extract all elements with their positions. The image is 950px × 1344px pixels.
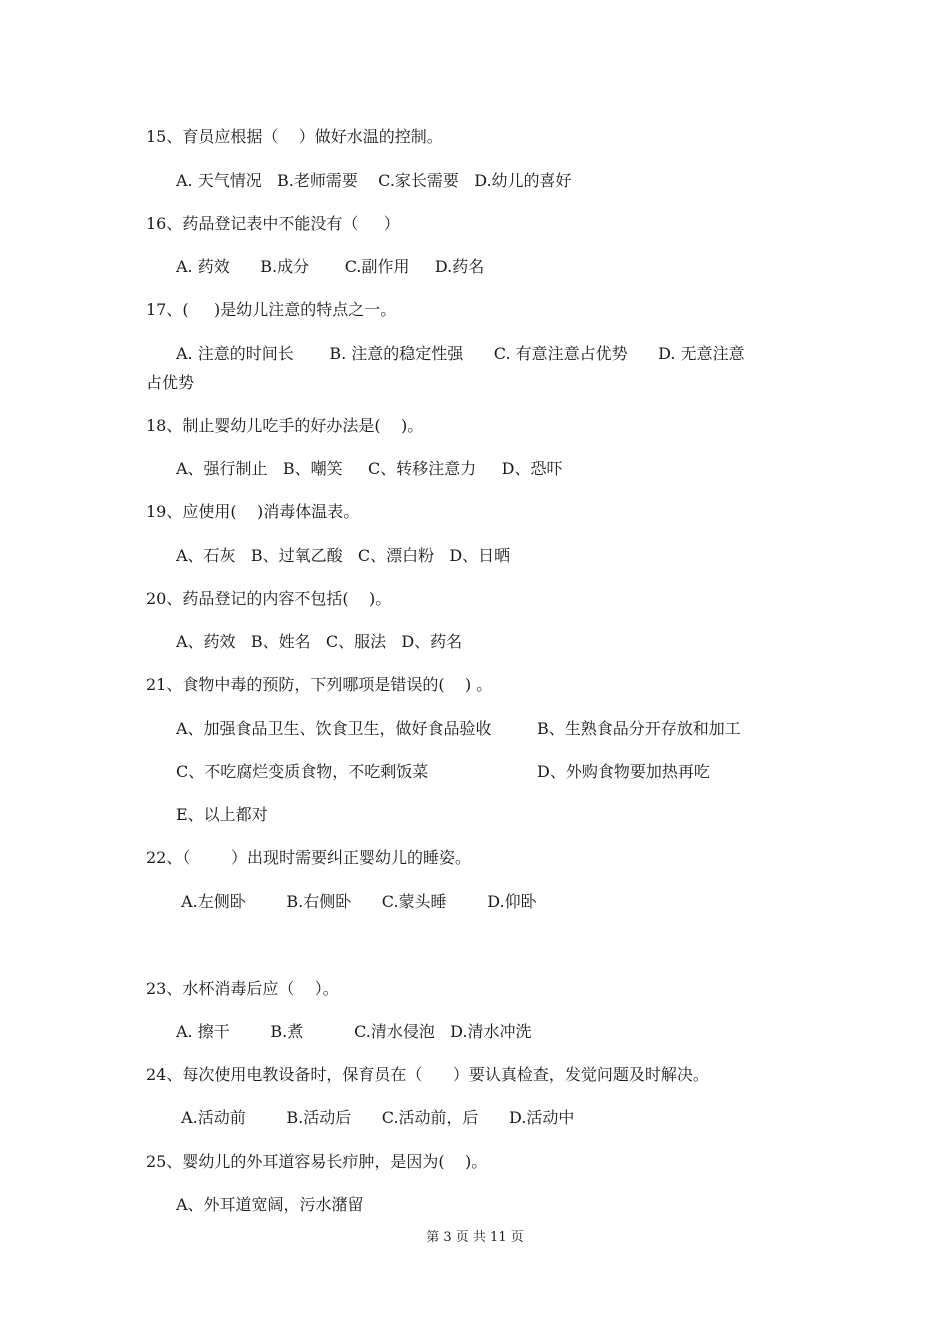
question-24: 24、每次使用电教设备时，保育员在（ ）要认真检查，发觉问题及时解决。: [146, 1065, 709, 1084]
question-18: 18、制止婴幼儿吃手的好办法是( )。: [146, 416, 424, 435]
options-20: A、药效 B、姓名 C、服法 D、药名: [176, 632, 463, 651]
page-number-footer: 第 3 页 共 11 页: [426, 1230, 524, 1245]
question-19: 19、应使用( )消毒体温表。: [146, 502, 360, 521]
options-17: A. 注意的时间长 B. 注意的稳定性强 C. 有意注意占优势 D. 无意注意: [176, 344, 745, 363]
options-24: A.活动前 B.活动后 C.活动前，后 D.活动中: [176, 1108, 575, 1127]
options-18: A、强行制止 B、嘲笑 C、转移注意力 D、恐吓: [176, 459, 563, 478]
question-21: 21、食物中毒的预防，下列哪项是错误的( ) 。: [146, 675, 493, 694]
question-15: 15、育员应根据（ ）做好水温的控制。: [146, 127, 443, 146]
options-23: A. 擦干 B.煮 C.清水侵泡 D.清水冲洗: [176, 1022, 532, 1041]
question-17: 17、( )是幼儿注意的特点之一。: [146, 300, 397, 319]
options-22: A.左侧卧 B.右侧卧 C.蒙头睡 D.仰卧: [176, 892, 537, 911]
options-19: A、石灰 B、过氧乙酸 C、漂白粉 D、日晒: [176, 546, 511, 565]
question-22: 22、（ ）出现时需要纠正婴幼儿的睡姿。: [146, 848, 472, 867]
question-23: 23、水杯消毒后应（ ）。: [146, 979, 339, 998]
options-16: A. 药效 B.成分 C.副作用 D.药名: [176, 257, 485, 276]
question-20: 20、药品登记的内容不包括( )。: [146, 589, 392, 608]
options-25: A、外耳道宽阔，污水潴留: [176, 1195, 364, 1214]
question-16: 16、药品登记表中不能没有（ ）: [146, 214, 400, 233]
options-15: A. 天气情况 B.老师需要 C.家长需要 D.幼儿的喜好: [176, 171, 572, 190]
options-21-a: A、加强食品卫生、饮食卫生，做好食品验收: [176, 719, 492, 738]
options-21-e: E、以上都对: [176, 805, 268, 824]
options-17-cont: 占优势: [146, 373, 195, 392]
question-25: 25、婴幼儿的外耳道容易长疖肿，是因为( )。: [146, 1152, 488, 1171]
options-21-b: B、生熟食品分开存放和加工: [537, 719, 741, 738]
options-21-c: C、不吃腐烂变质食物，不吃剩饭菜: [176, 762, 429, 781]
options-21-d: D、外购食物要加热再吃: [537, 762, 710, 781]
